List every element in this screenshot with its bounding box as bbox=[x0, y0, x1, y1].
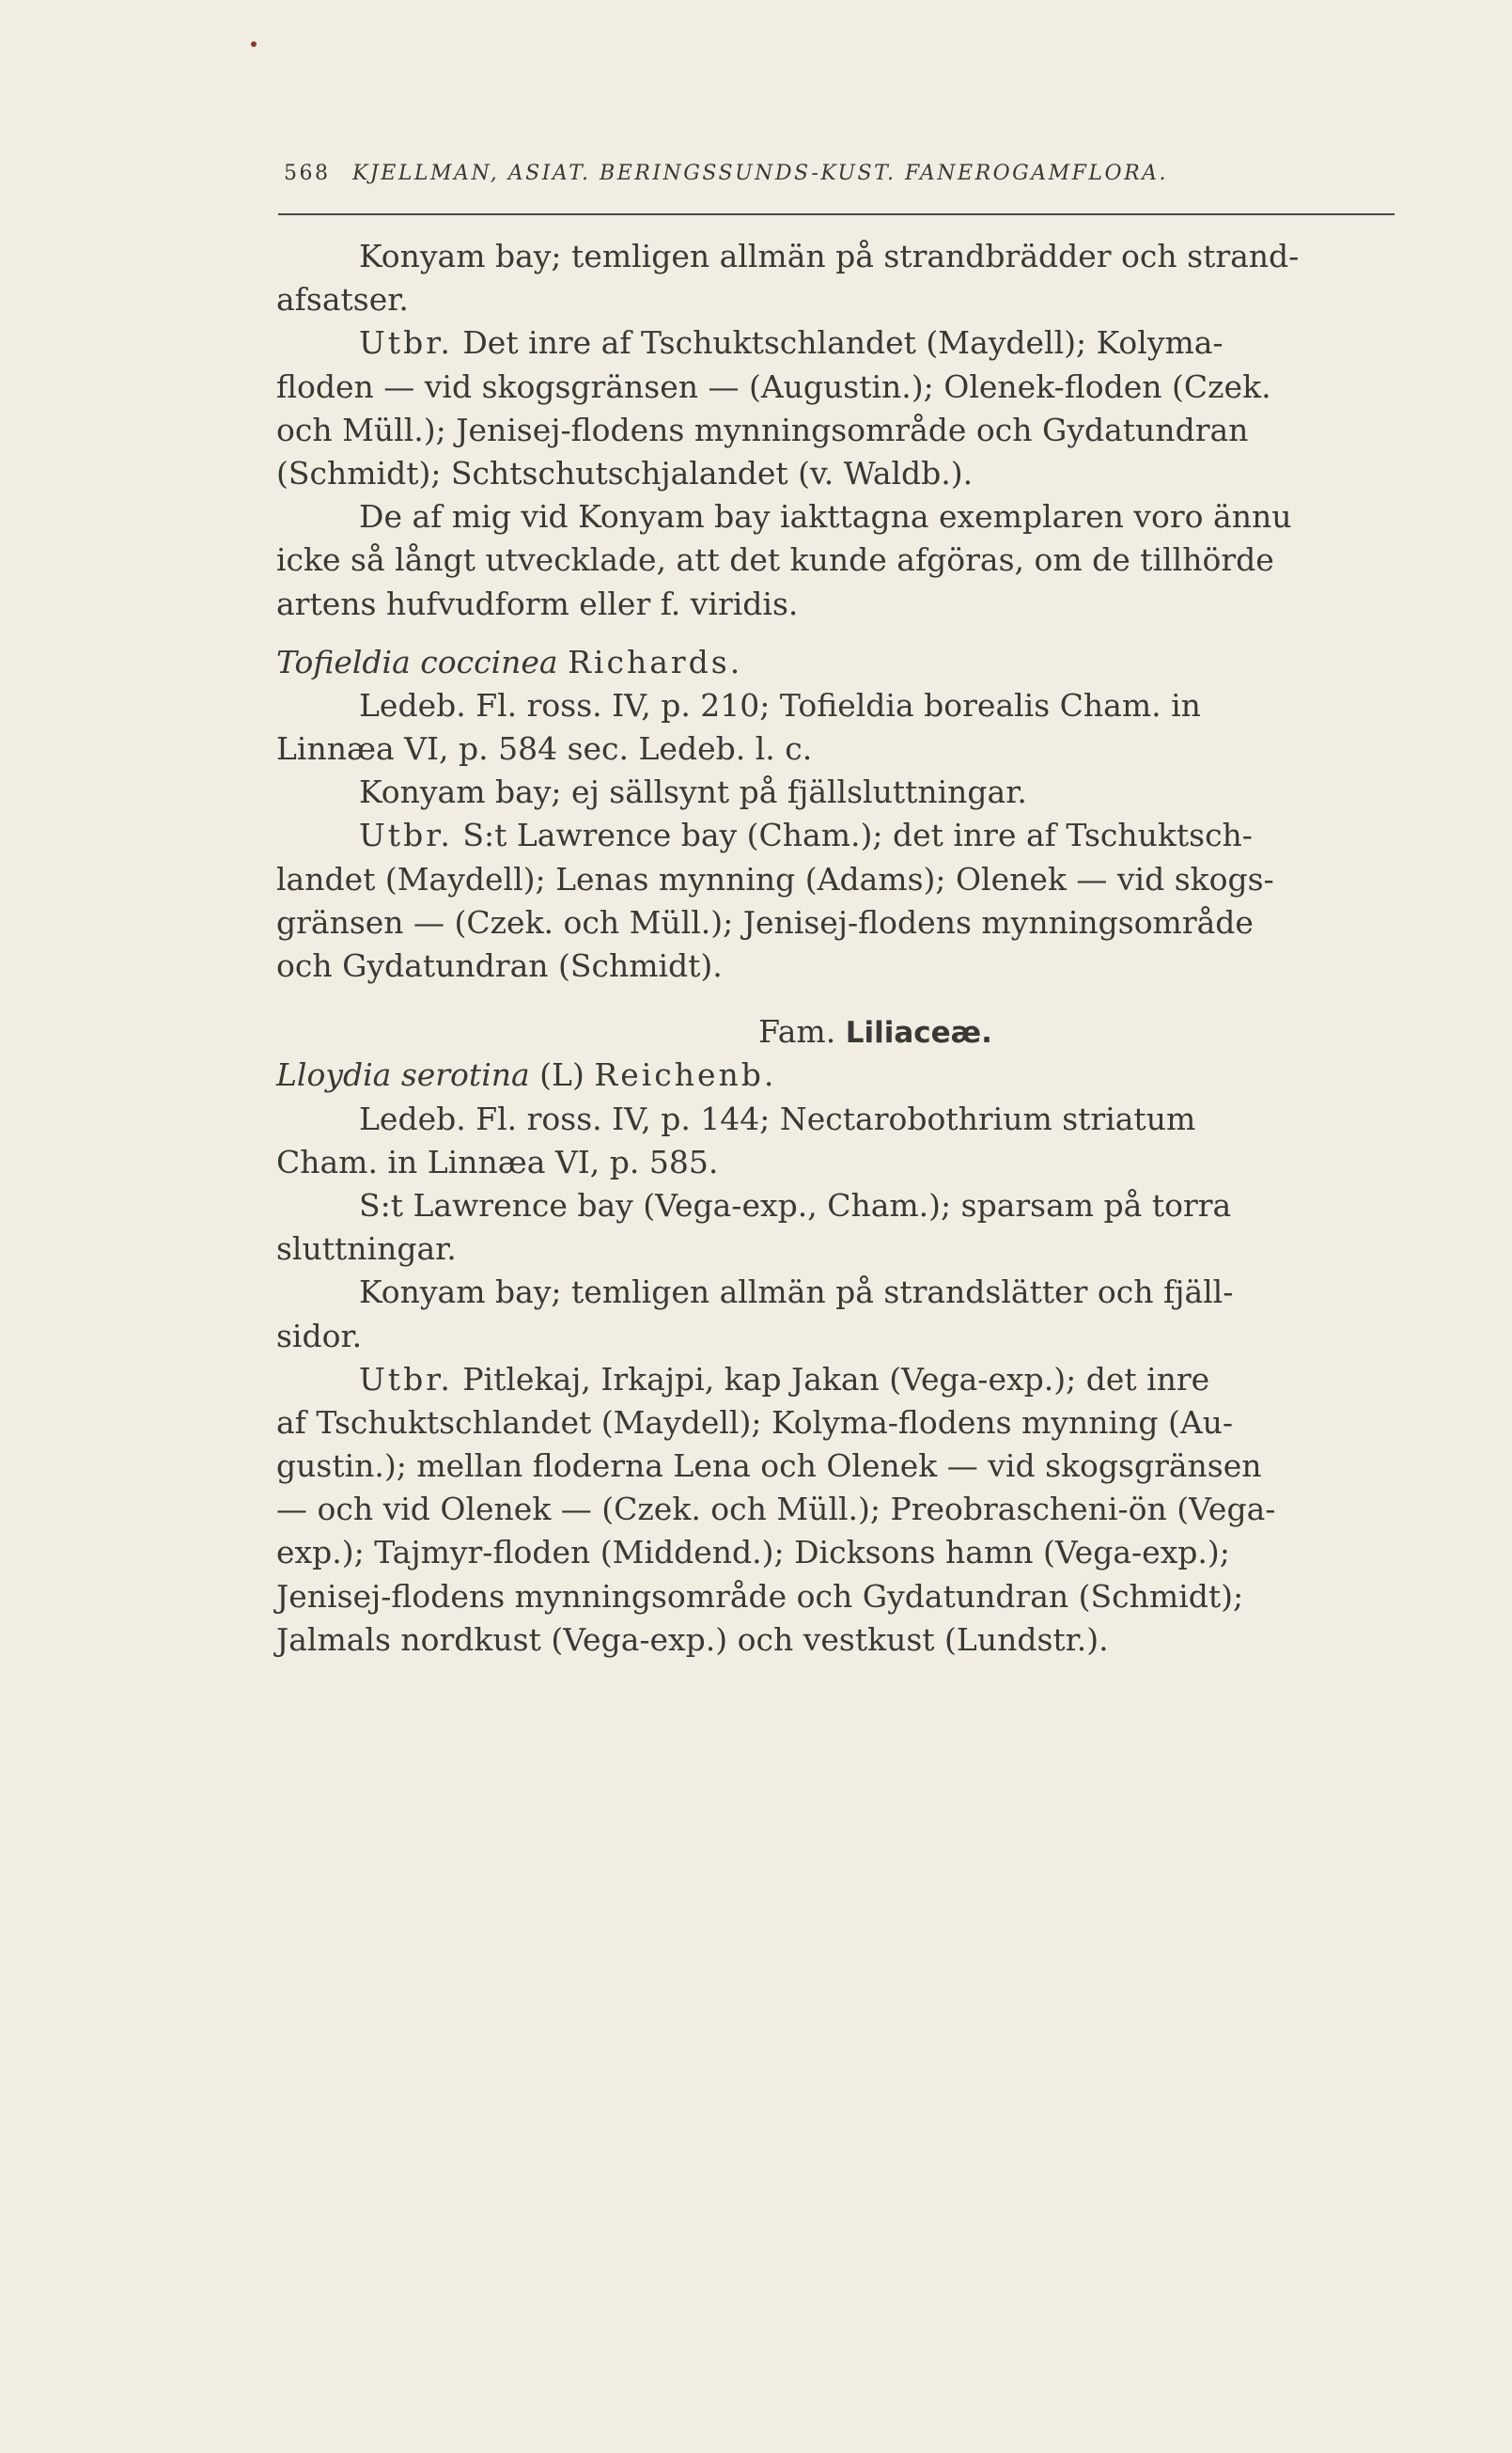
text-line: artens hufvudform eller f. viridis. bbox=[276, 585, 799, 622]
text-line: landet (Maydell); Lenas mynning (Adams); Olenek — vid skogs- bbox=[276, 860, 1274, 898]
text-line: afsatser. bbox=[276, 281, 409, 319]
text-line: Ledeb. Fl. ross. IV, p. 210; Tofieldia borealis Cham. in bbox=[359, 686, 1201, 724]
text-line: Cham. in Linnæa VI, p. 585. bbox=[276, 1143, 719, 1180]
species-author: Richards. bbox=[568, 643, 743, 680]
text-line bbox=[276, 321, 1395, 365]
ink-speck bbox=[251, 41, 257, 47]
text-line: De af mig vid Konyam bay iakttagna exemplaren voro ännu bbox=[359, 498, 1292, 536]
running-header bbox=[284, 162, 1168, 185]
header-rule bbox=[278, 213, 1395, 215]
text-line: sidor. bbox=[276, 1317, 363, 1354]
text-line: sluttningar. bbox=[276, 1230, 457, 1268]
utbr-label: Utbr. bbox=[359, 1360, 453, 1398]
text-line bbox=[276, 1358, 1395, 1401]
text-line: floden — vid skogsgränsen — (Augustin.); Olenek-floden (Czek. bbox=[276, 367, 1271, 405]
text-line bbox=[276, 814, 1395, 857]
utbr-label: Utbr. bbox=[359, 817, 453, 854]
species-name: Tofieldia coccinea bbox=[276, 643, 558, 680]
utbr-label: Utbr. bbox=[359, 324, 453, 362]
spacer bbox=[276, 626, 1395, 641]
text-line: Linnæa VI, p. 584 sec. Ledeb. l. c. bbox=[276, 730, 813, 768]
species-author: Reichenb. bbox=[594, 1056, 777, 1094]
text-line: och Gydatundran (Schmidt). bbox=[276, 947, 723, 984]
body-text bbox=[276, 235, 1395, 1662]
text-span: Pitlekaj, Irkajpi, kap Jakan (Vega-exp.); det inre bbox=[462, 1360, 1210, 1398]
text-line: Konyam bay; temligen allmän på strandslätter och fjäll- bbox=[359, 1273, 1234, 1311]
text-span: S:t Lawrence bay (Cham.); det inre af Tschuktsch- bbox=[462, 817, 1253, 854]
family-name: Liliaceæ. bbox=[845, 1016, 992, 1051]
family-heading bbox=[276, 1010, 1395, 1054]
text-line: exp.); Tajmyr-floden (Middend.); Dicksons hamn (Vega-exp.); bbox=[276, 1534, 1230, 1571]
text-line: Ledeb. Fl. ross. IV, p. 144; Nectarobothrium striatum bbox=[359, 1100, 1196, 1137]
text-span: Det inre af Tschuktschlandet (Maydell); Kolyma- bbox=[462, 324, 1224, 362]
text-line: Jalmals nordkust (Vega-exp.) och vestkust (Lundstr.). bbox=[276, 1620, 1109, 1658]
family-prefix: Fam. bbox=[758, 1013, 836, 1051]
text-line: Konyam bay; ej sällsynt på fjällsluttningar. bbox=[359, 773, 1027, 811]
text-line: (Schmidt); Schtschutschjalandet (v. Waldb.). bbox=[276, 454, 974, 492]
species-heading bbox=[276, 641, 1395, 684]
text-line: — och vid Olenek — (Czek. och Müll.); Preobrascheni-ön (Vega- bbox=[276, 1491, 1276, 1528]
text-line: Jenisej-flodens mynningsområde och Gydatundran (Schmidt); bbox=[276, 1577, 1244, 1615]
species-name: Lloydia serotina bbox=[276, 1056, 530, 1094]
text-line: Konyam bay; temligen allmän på strandbrädder och strand- bbox=[359, 238, 1300, 274]
text-line: af Tschuktschlandet (Maydell); Kolyma-flodens mynning (Au- bbox=[276, 1403, 1234, 1441]
species-heading bbox=[276, 1054, 1395, 1097]
spacer bbox=[276, 988, 1395, 1010]
text-line: gränsen — (Czek. och Müll.); Jenisej-flodens mynningsområde bbox=[276, 903, 1254, 941]
text-line: och Müll.); Jenisej-flodens mynningsområde och Gydatundran bbox=[276, 411, 1249, 448]
text-line: S:t Lawrence bay (Vega-exp., Cham.); sparsam på torra bbox=[359, 1186, 1232, 1224]
text-line: gustin.); mellan floderna Lena och Olenek — vid skogsgränsen bbox=[276, 1447, 1262, 1485]
species-paren: (L) bbox=[539, 1056, 585, 1094]
text-line: icke så långt utvecklade, att det kunde afgöras, om de tillhörde bbox=[276, 541, 1274, 579]
page-number: 568 bbox=[284, 162, 331, 185]
running-head: KJELLMAN, ASIAT. BERINGSSUNDS-KUST. FANEROGAMFLORA. bbox=[352, 162, 1169, 185]
